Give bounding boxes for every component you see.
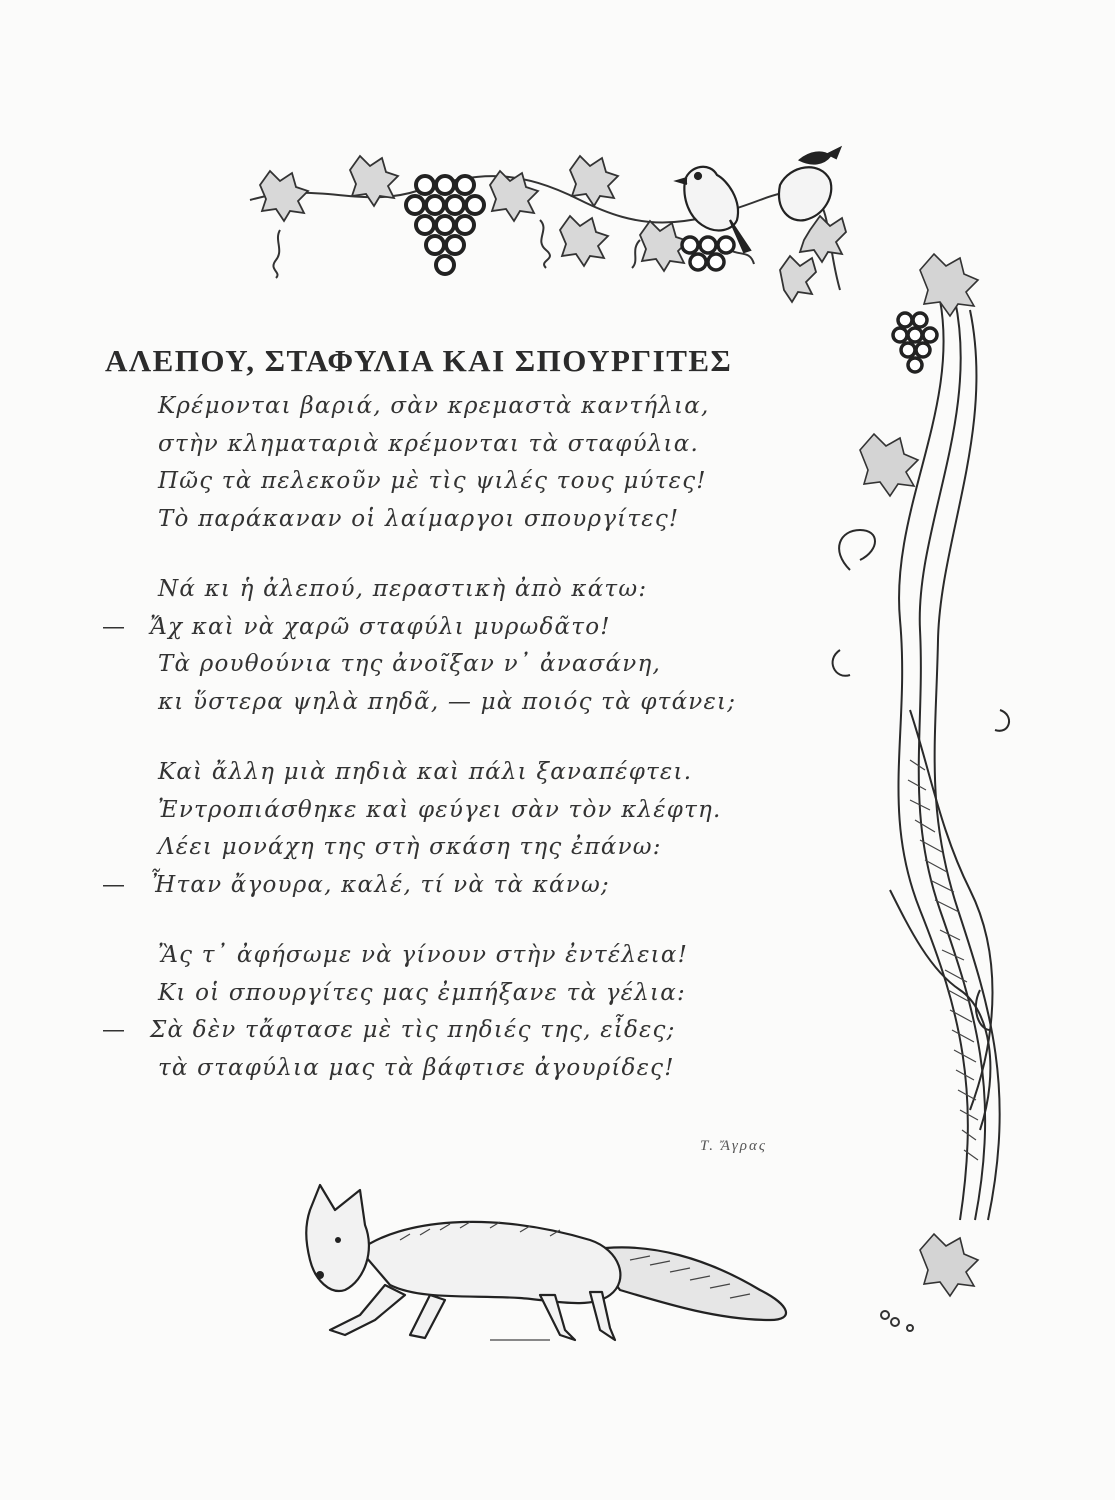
poem-line-text: Τὸ παράκαναν οἱ λαίμαργοι σπουργίτες!: [158, 505, 680, 532]
poem-line: [110, 463, 830, 501]
vine-sparrows-illustration: [240, 140, 840, 310]
poem-line-text: Νά κι ἡ ἀλεπού, περαστικὴ ἀπὸ κάτω:: [158, 576, 648, 602]
fox-illustration: [290, 1180, 810, 1360]
dialogue-dash: —: [102, 1017, 127, 1043]
poem-line-text: στὴν κληματαριὰ κρέμονται τὰ σταφύλια.: [158, 430, 700, 457]
dialogue-dash: —: [102, 871, 127, 898]
poem-line-text: Καὶ ἄλλη μιὰ πηδιὰ καὶ πάλι ξαναπέφτει.: [158, 759, 693, 785]
poem-line: [110, 426, 830, 464]
poem-line: [110, 1050, 830, 1088]
poem-line-text: Κι οἱ σπουργίτες μας ἐμπήξανε τὰ γέλια:: [158, 979, 686, 1006]
poem-line: [110, 388, 830, 426]
poem-line-text: κι ὕστερα ψηλὰ πηδᾶ, — μὰ ποιός τὰ φτάνει;: [158, 688, 737, 715]
poem-line: [110, 792, 830, 830]
poem-line-text: Πῶς τὰ πελεκοῦν μὲ τὶς ψιλές τους μύτες!: [158, 468, 707, 494]
poem-line-text: Σὰ δὲν τἄφτασε μὲ τὶς πηδιές της, εἶδες;: [150, 1017, 676, 1043]
stanza: [110, 388, 830, 538]
poem-line: [102, 609, 830, 647]
poem-line: [110, 571, 830, 609]
poem-line: [102, 867, 830, 905]
poem-line: [110, 646, 830, 684]
poem-body: [102, 388, 830, 1120]
poem-line-text: Ἂς τ᾿ ἀφήσωμε νὰ γίνουν στὴν ἐντέλεια!: [158, 942, 689, 968]
stanza: [102, 571, 830, 721]
poem-line: [102, 1012, 830, 1050]
stanza: [102, 937, 830, 1087]
poem-line-text: Κρέμονται βαριά, σὰν κρεμαστὰ καντήλια,: [158, 393, 710, 419]
poem-line: [110, 684, 830, 722]
poem-title: ΑΛΕΠΟΥ, ΣΤΑΦΥΛΙΑ ΚΑΙ ΣΠΟΥΡΓΙΤΕΣ: [105, 342, 733, 378]
poem-line-text: Λέει μονάχη της στὴ σκάση της ἐπάνω:: [158, 834, 662, 860]
poem-line: [110, 754, 830, 792]
poem-line-text: Ἦταν ἄγουρα, καλέ, τί νὰ τὰ κάνω;: [150, 871, 610, 898]
author-signature: Τ. Ἄγρας: [700, 1138, 767, 1154]
poem-line-text: Ἐντροπιάσθηκε καὶ φεύγει σὰν τὸν κλέφτη.: [158, 796, 722, 823]
vine-trunk-illustration: [830, 290, 1030, 1340]
poem-line: [110, 501, 830, 539]
poem-line: [110, 975, 830, 1013]
poem-line-text: Ἄχ καὶ νὰ χαρῶ σταφύλι μυρωδᾶτο!: [150, 613, 611, 640]
poem-line-text: τὰ σταφύλια μας τὰ βάφτισε ἀγουρίδες!: [158, 1054, 675, 1081]
poem-line: [110, 937, 830, 975]
dialogue-dash: —: [102, 613, 127, 640]
stanza: [102, 754, 830, 904]
poem-line: [110, 829, 830, 867]
poem-line-text: Τὰ ρουθούνια της ἀνοῖξαν ν᾿ ἀνασάνη,: [158, 651, 661, 677]
